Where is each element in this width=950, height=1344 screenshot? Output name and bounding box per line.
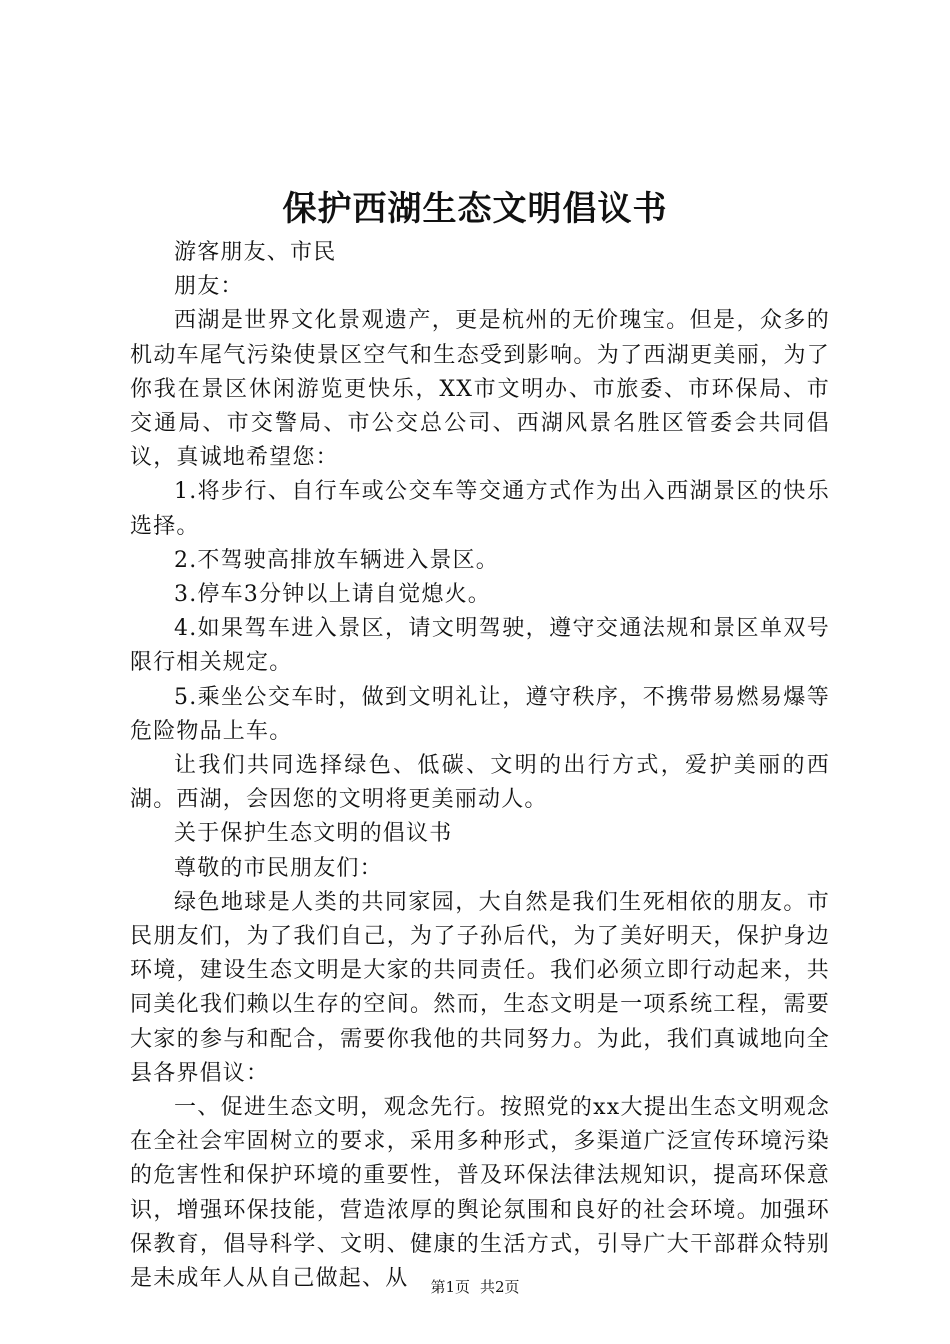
proposal-item-5: 5.乘坐公交车时，做到文明礼让，遵守秩序，不携带易燃易爆等危险物品上车。	[130, 684, 830, 744]
closing-paragraph: 让我们共同选择绿色、低碳、文明的出行方式，爱护美丽的西湖。西湖，会因您的文明将更美丽动人。	[130, 753, 830, 813]
second-intro-paragraph: 绿色地球是人类的共同家园，大自然是我们生死相依的朋友。市民朋友们，为了我们自己，为了子孙后代，为了美好明天，保护身边环境，建设生态文明是大家的共同责任。我们必须立即行动起来，共同美化我们赖以生存的空间。然而，生态文明是一项系统工程，需要大家的参与和配合，需要你我他的共同努力。为此，我们真诚地向全县各界倡议：	[130, 889, 830, 1086]
page-total: 共2页	[480, 1278, 520, 1296]
intro-paragraph: 西湖是世界文化景观遗产，更是杭州的无价瑰宝。但是，众多的机动车尾气污染使景区空气和生态受到影响。为了西湖更美丽，为了你我在景区休闲游览更快乐，XX市文明办、市旅委、市环保局、市交通局、市交警局、市公交总公司、西湖风景名胜区管委会共同倡议，真诚地希望您：	[130, 308, 830, 471]
proposal-item-2: 2.不驾驶高排放车辆进入景区。	[174, 547, 499, 573]
second-proposal-1: 一、促进生态文明，观念先行。按照党的xx大提出生态文明观念在全社会牢固树立的要求，采用多种形式，多渠道广泛宣传环境污染的危害性和保护环境的重要性，普及环保法律法规知识，提高环保意识，增强环保技能，营造浓厚的舆论氛围和良好的社会环境。加强环保教育，倡导科学、文明、健康的生活方式，引导广大干部群众特别是未成年人从自己做起、从	[130, 1095, 830, 1292]
document-title: 保护西湖生态文明倡议书	[282, 189, 668, 229]
proposal-item-3: 3.停车3分钟以上请自觉熄火。	[174, 582, 491, 608]
proposal-item-1: 1.将步行、自行车或公交车等交通方式作为出入西湖景区的快乐选择。	[130, 479, 830, 539]
second-salutation: 尊敬的市民朋友们：	[174, 855, 383, 881]
proposal-item-4: 4.如果驾车进入景区，请文明驾驶，遵守交通法规和景区单双号限行相关规定。	[130, 616, 830, 676]
page-number: 第1页	[430, 1278, 470, 1296]
salutation-line-1: 游客朋友、市民	[174, 240, 337, 265]
salutation-line-2: 朋友：	[174, 274, 244, 300]
page-footer	[0, 1276, 950, 1298]
second-title: 关于保护生态文明的倡议书	[174, 821, 453, 847]
document-body	[130, 236, 830, 1296]
